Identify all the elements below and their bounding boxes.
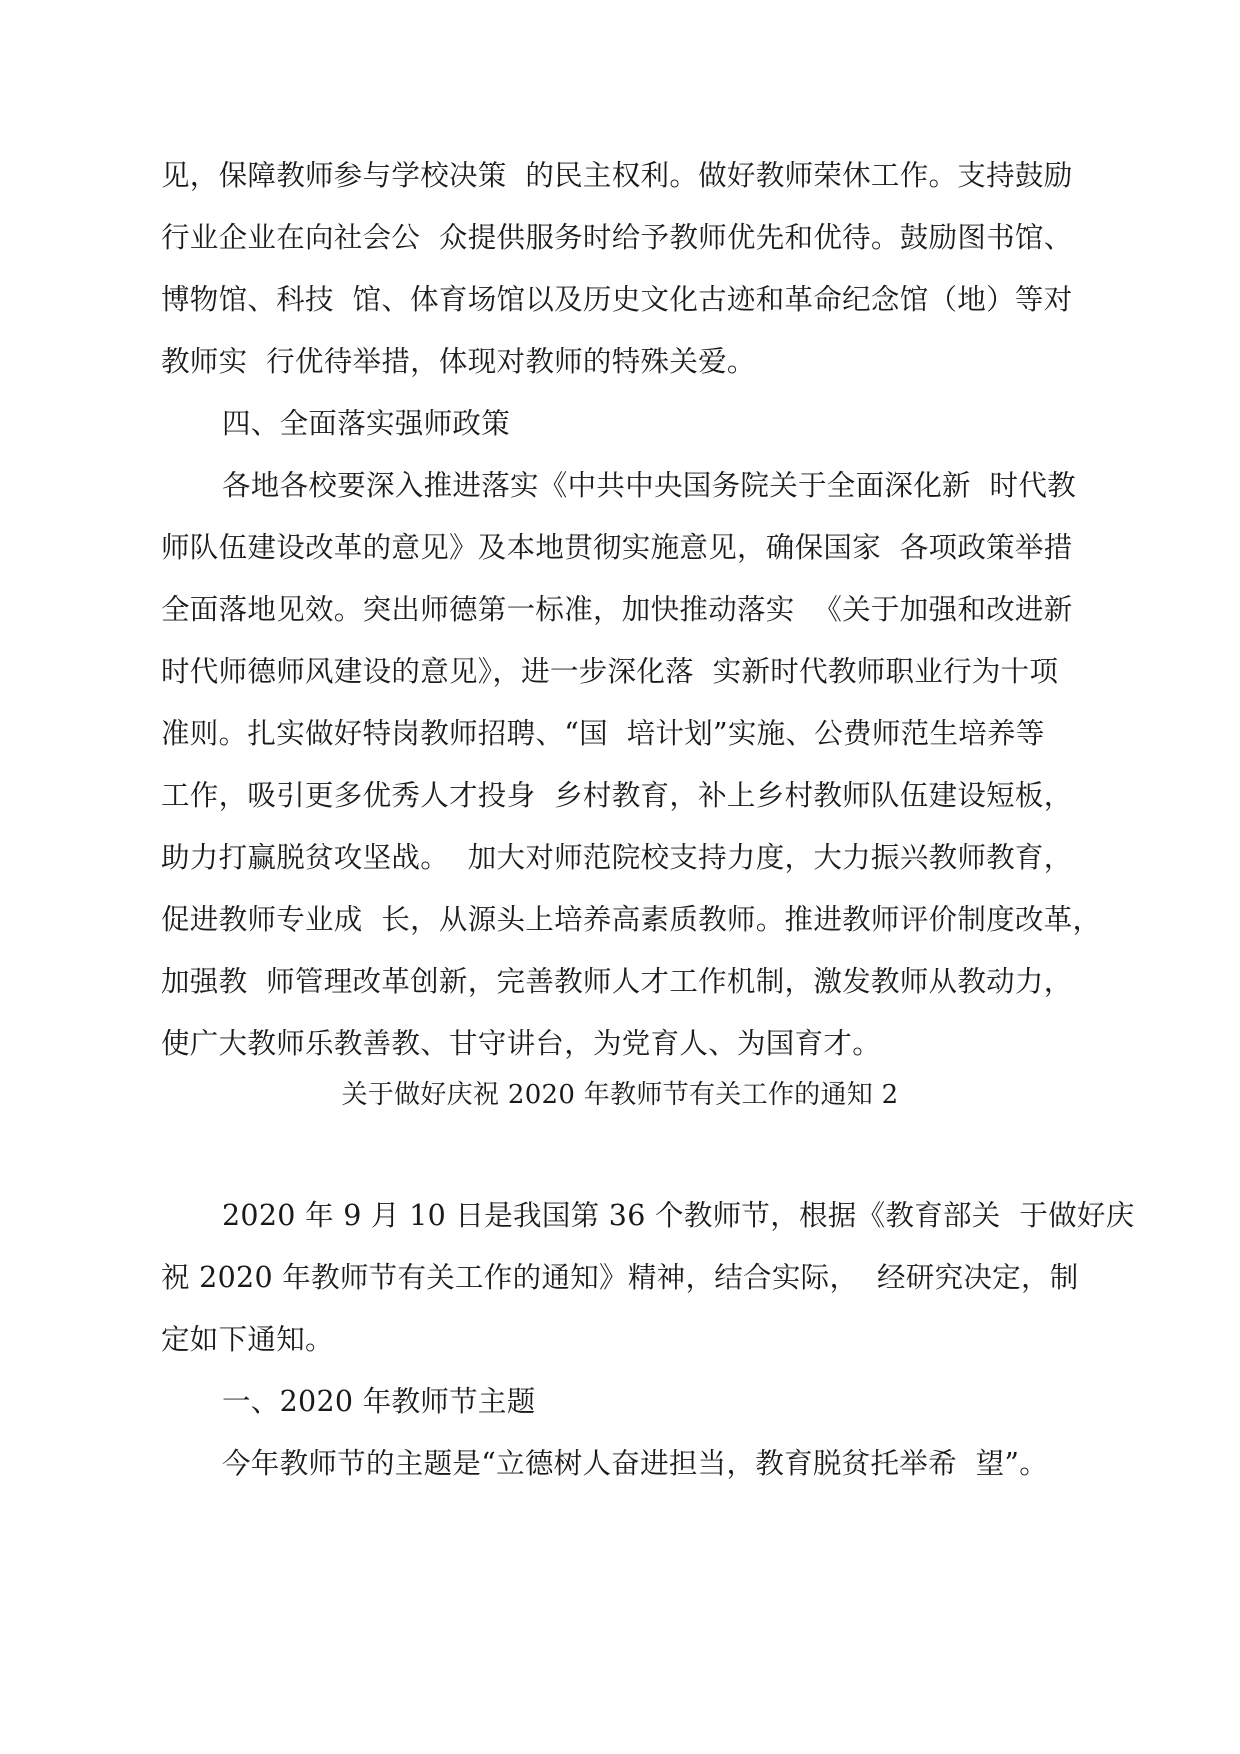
body-text-line: 今年教师节的主题是“立德树人奋进担当，教育脱贫托举希 望”。 bbox=[222, 1447, 1049, 1480]
document-title: 关于做好庆祝 2020 年教师节有关工作的通知 2 bbox=[341, 1080, 899, 1110]
body-text-line: 准则。扎实做好特岗教师招聘、“国 培计划”实施、公费师范生培养等 bbox=[161, 717, 1045, 750]
body-text-line: 促进教师专业成 长，从源头上培养高素质教师。推进教师评价制度改革， bbox=[161, 903, 1102, 936]
body-text-line: 加强教 师管理改革创新，完善教师人才工作机制，激发教师从教动力， bbox=[161, 965, 1073, 998]
body-text-line: 助力打赢脱贫攻坚战。 加大对师范院校支持力度，大力振兴教师教育， bbox=[161, 841, 1073, 874]
body-text-line: 2020 年 9 月 10 日是我国第 36 个教师节，根据《教育部关 于做好庆 bbox=[222, 1199, 1135, 1232]
body-text-line: 行业企业在向社会公 众提供服务时给予教师优先和优待。鼓励图书馆、 bbox=[161, 221, 1073, 254]
body-text-line: 师队伍建设改革的意见》及本地贯彻实施意见，确保国家 各项政策举措 bbox=[161, 531, 1073, 564]
body-text-line: 各地各校要深入推进落实《中共中央国务院关于全面深化新 时代教 bbox=[222, 469, 1076, 502]
body-text-line: 见，保障教师参与学校决策 的民主权利。做好教师荣休工作。支持鼓励 bbox=[161, 159, 1073, 192]
body-text-line: 博物馆、科技 馆、体育场馆以及历史文化古迹和革命纪念馆（地）等对 bbox=[161, 283, 1073, 316]
section-heading: 四、全面落实强师政策 bbox=[222, 407, 511, 440]
section-heading: 一、2020 年教师节主题 bbox=[222, 1385, 536, 1418]
body-text-line: 使广大教师乐教善教、甘守讲台，为党育人、为国育才。 bbox=[161, 1027, 882, 1060]
body-text-line: 祝 2020 年教师节有关工作的通知》精神，结合实际， 经研究决定，制 bbox=[161, 1261, 1079, 1294]
body-text-line: 全面落地见效。突出师德第一标准，加快推动落实 《关于加强和改进新 bbox=[161, 593, 1073, 626]
body-text-line: 定如下通知。 bbox=[161, 1323, 334, 1356]
body-text-line: 时代师德师风建设的意见》，进一步深化落 实新时代教师职业行为十项 bbox=[161, 655, 1059, 688]
body-text-line: 工作，吸引更多优秀人才投身 乡村教育，补上乡村教师队伍建设短板， bbox=[161, 779, 1073, 812]
body-text-line: 教师实 行优待举措，体现对教师的特殊关爱。 bbox=[161, 345, 756, 378]
